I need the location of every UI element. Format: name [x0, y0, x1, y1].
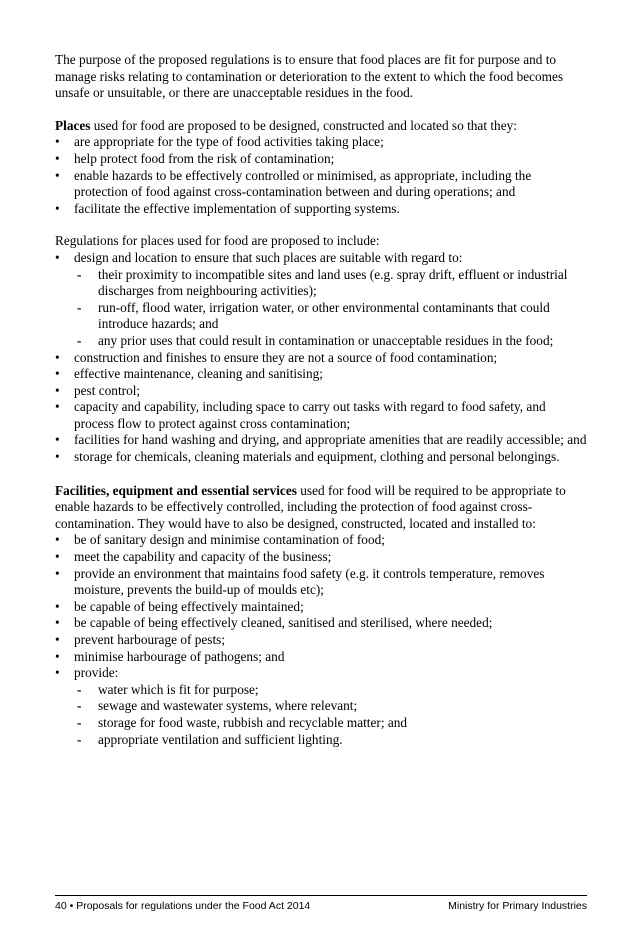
- facilities-lead: [55, 483, 587, 533]
- list-item: • meet the capability and capacity of the business;: [55, 549, 587, 566]
- list-item: • help protect food from the risk of contamination;: [55, 151, 587, 168]
- list-item: • pest control;: [55, 383, 587, 400]
- intro-paragraph: The purpose of the proposed regulations is to ensure that food places are fit for purpose and to manage risks relating to contamination or deterioration to the extent to which the food becomes unsafe or unsuitable, or there are unacceptable residues in the food.: [55, 52, 564, 101]
- sublist-item: - storage for food waste, rubbish and recyclable matter; and: [74, 715, 587, 732]
- list-item: • minimise harbourage of pathogens; and: [55, 649, 587, 666]
- list-item: • storage for chemicals, cleaning materials and equipment, clothing and personal belongings.: [55, 449, 587, 466]
- page-footer: [55, 895, 587, 913]
- places-list: [55, 134, 587, 217]
- list-item: • are appropriate for the type of food activities taking place;: [55, 134, 587, 151]
- footer-right: Ministry for Primary Industries: [448, 900, 587, 912]
- list-item: • facilitate the effective implementation of supporting systems.: [55, 201, 587, 218]
- list-item: • facilities for hand washing and drying, and appropriate amenities that are readily accessible; and: [55, 432, 587, 449]
- list-item: • be of sanitary design and minimise contamination of food;: [55, 532, 587, 549]
- facilities-list: [55, 532, 587, 748]
- facilities-lead-text: used for food will be required to be appropriate to enable hazards to be effectively controlled, including the protection of food against cross-contamination. They would have to also be designed, constructed, located and installed to:: [55, 482, 566, 531]
- sublist-item: - run-off, flood water, irrigation water, or other environmental contaminants that could introduce hazards; and: [74, 300, 587, 333]
- page-body: [55, 52, 587, 748]
- sublist-item: - any prior uses that could result in contamination or unacceptable residues in the food;: [74, 333, 587, 350]
- regulations-lead: Regulations for places used for food are proposed to include:: [55, 233, 380, 249]
- list-item: • construction and finishes to ensure they are not a source of food contamination;: [55, 350, 587, 367]
- sublist-item: - their proximity to incompatible sites and land uses (e.g. spray drift, effluent or industrial discharges from neighbouring activities);: [74, 267, 587, 300]
- list-item: • be capable of being effectively maintained;: [55, 599, 587, 616]
- list-item-text: provide:: [74, 665, 119, 681]
- list-item: • be capable of being effectively cleaned, sanitised and sterilised, where needed;: [55, 615, 587, 632]
- facilities-bold: Facilities, equipment and essential services: [55, 482, 297, 498]
- places-bold: Places: [55, 117, 91, 133]
- list-item: • prevent harbourage of pests;: [55, 632, 587, 649]
- list-item: • enable hazards to be effectively controlled or minimised, as appropriate, including the protection of food against cross-contamination between and during operations; and: [55, 168, 587, 201]
- regulations-list: [55, 250, 587, 466]
- list-item: • effective maintenance, cleaning and sanitising;: [55, 366, 587, 383]
- list-item: • capacity and capability, including space to carry out tasks with regard to food safety, and process flow to protect against cross contamination;: [55, 399, 587, 432]
- sublist-item: - sewage and wastewater systems, where relevant;: [74, 698, 587, 715]
- sublist-item: - appropriate ventilation and sufficient lighting.: [74, 732, 587, 749]
- footer-left: 40 • Proposals for regulations under the Food Act 2014: [55, 900, 311, 912]
- list-item: [55, 665, 587, 748]
- regulations-sublist: [74, 267, 587, 350]
- places-lead-text: used for food are proposed to be designed, constructed and located so that they:: [90, 117, 517, 133]
- sublist-item: - water which is fit for purpose;: [74, 682, 587, 699]
- list-item: • provide an environment that maintains food safety (e.g. it controls temperature, removes moisture, prevents the build-up of moulds etc);: [55, 566, 587, 599]
- facilities-sublist: [74, 682, 587, 748]
- list-item-text: design and location to ensure that such places are suitable with regard to:: [74, 249, 463, 265]
- places-lead: [55, 118, 587, 135]
- list-item: [55, 250, 587, 350]
